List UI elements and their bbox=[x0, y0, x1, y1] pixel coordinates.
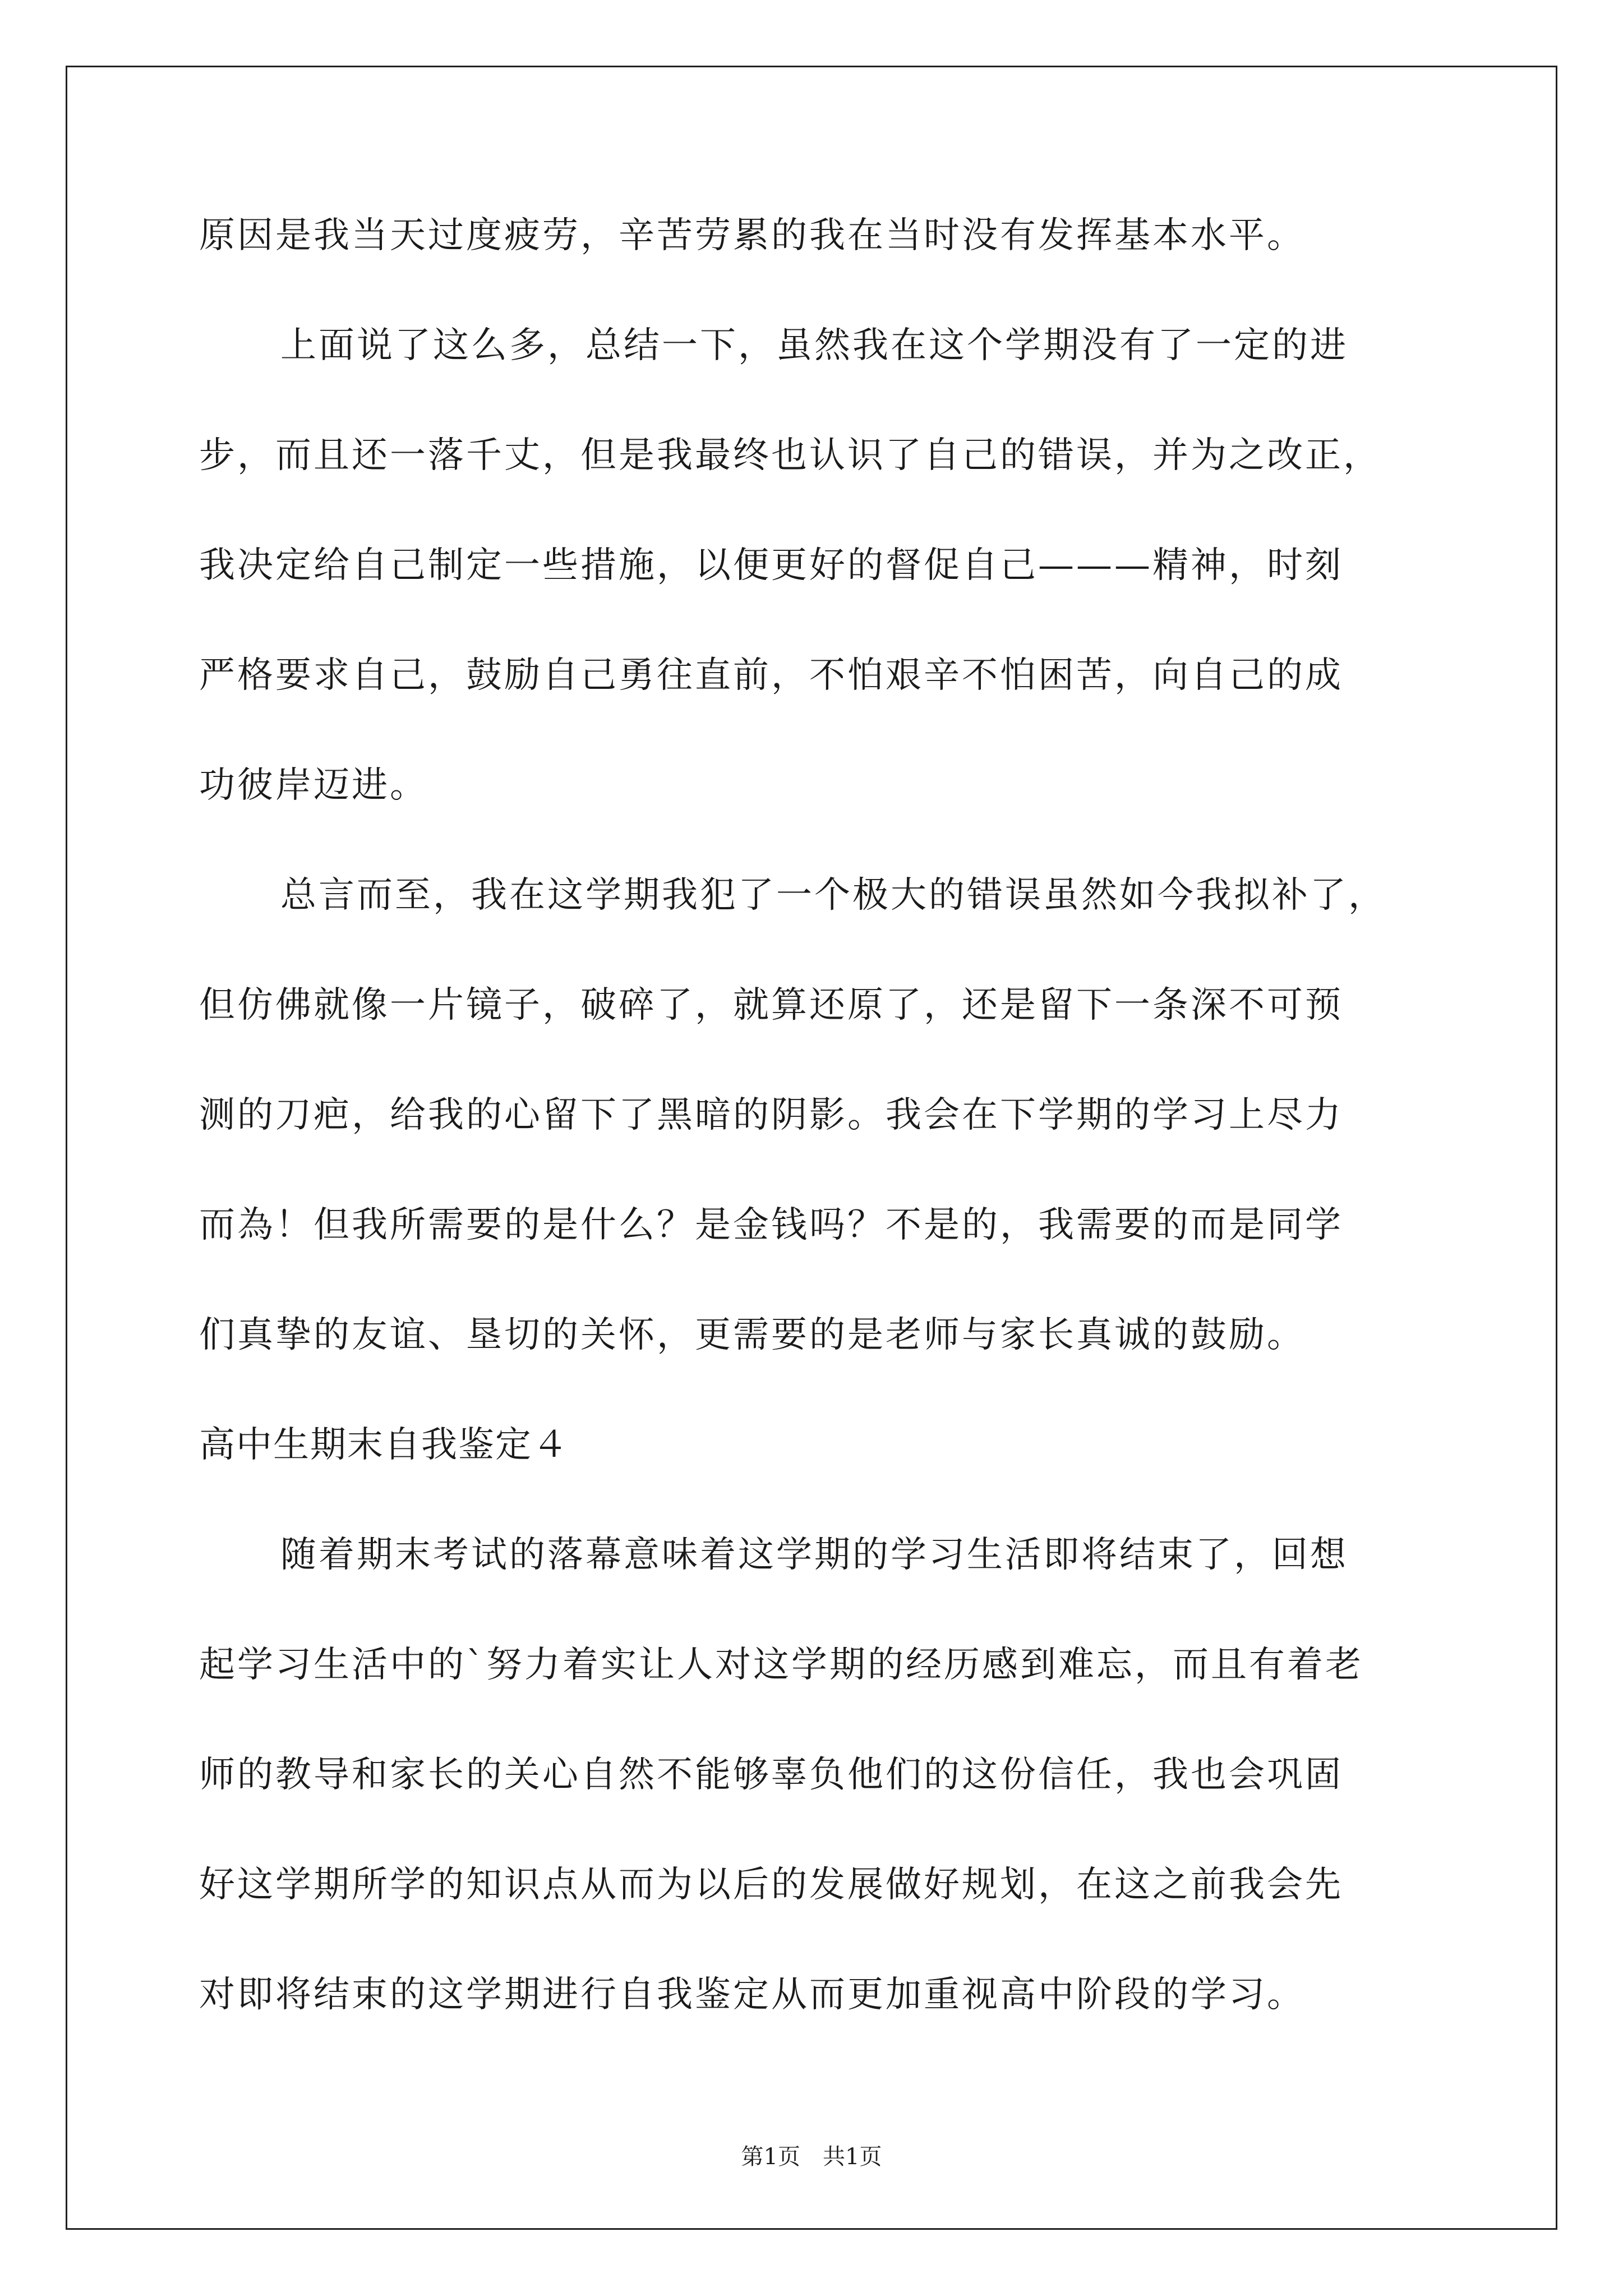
paragraph-start-line: 随着期末考试的落幕意味着这学期的学习生活即将结束了，回想 bbox=[280, 1534, 1348, 1576]
text-line: 而為！但我所需要的是什么？是金钱吗？不是的，我需要的而是同学 bbox=[199, 1204, 1343, 1246]
text-line: 原因是我当天过度疲劳，辛苦劳累的我在当时没有发挥基本水平。 bbox=[199, 215, 1305, 256]
text-line: 好这学期所学的知识点从而为以后的发展做好规划，在这之前我会先 bbox=[199, 1864, 1343, 1906]
text-line: 严格要求自己，鼓励自己勇往直前，不怕艰辛不怕困苦，向自己的成 bbox=[199, 655, 1343, 696]
page-number-footer: 第1页 共1页 bbox=[741, 2144, 882, 2170]
text-line: 起学习生活中的`努力着实让人对这学期的经历感到难忘，而且有着老 bbox=[199, 1644, 1363, 1686]
text-line: 步，而且还一落千丈，但是我最终也认识了自己的错误，并为之改正， bbox=[199, 435, 1381, 476]
paragraph-start-line: 上面说了这么多，总结一下，虽然我在这个学期没有了一定的进 bbox=[280, 325, 1348, 366]
text-line: 们真挚的友谊、垦切的关怀，更需要的是老师与家长真诚的鼓励。 bbox=[199, 1314, 1305, 1356]
text-line: 功彼岸迈进。 bbox=[199, 765, 428, 806]
text-line: 对即将结束的这学期进行自我鉴定从而更加重视高中阶段的学习。 bbox=[199, 1974, 1305, 2016]
text-line: 测的刀疤，给我的心留下了黑暗的阴影。我会在下学期的学习上尽力 bbox=[199, 1094, 1343, 1136]
section-heading: 高中生期末自我鉴定４ bbox=[199, 1424, 569, 1466]
text-line: 但仿佛就像一片镜子，破碎了，就算还原了，还是留下一条深不可预 bbox=[199, 984, 1343, 1026]
text-line: 我决定给自己制定一些措施，以便更好的督促自己———精神，时刻 bbox=[199, 545, 1343, 586]
text-line: 师的教导和家长的关心自然不能够辜负他们的这份信任，我也会巩固 bbox=[199, 1754, 1343, 1796]
paragraph-start-line: 总言而至，我在这学期我犯了一个极大的错误虽然如今我拟补了， bbox=[280, 875, 1386, 916]
